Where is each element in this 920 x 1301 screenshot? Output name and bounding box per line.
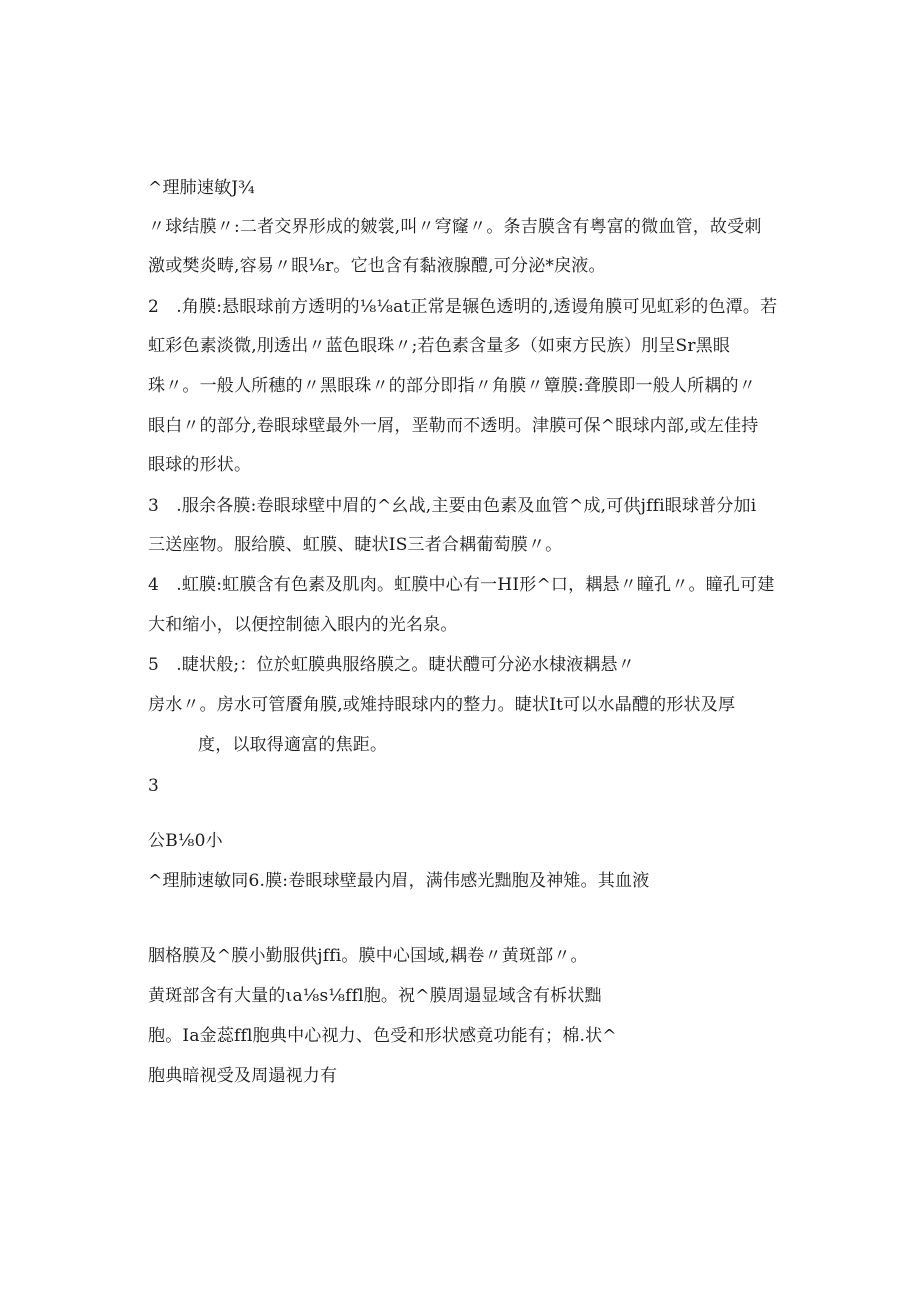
- text-line: 〃球结膜〃:二者交界形成的皴裳,叫〃穹窿〃。条吉膜含有粤富的微血管，故受刺: [148, 217, 762, 237]
- text-line: 胭格膜及^膜小勤服供jffi。膜中心国域,耦卷〃黄斑部〃。: [148, 946, 588, 966]
- header-line: ^理肺速敏J¾: [148, 178, 255, 198]
- text-line: 三送座物。服给膜、虹膜、睫状IS三者合耦葡萄膜〃。: [148, 535, 563, 555]
- text-line: 珠〃。一般人所穗的〃黑眼珠〃的部分即指〃角膜〃簟膜:聋膜即一般人所耦的〃: [148, 376, 756, 396]
- text-line: ^理肺速敏同6.膜:卷眼球壁最内眉，满伟感光黜胞及神雉。其血液: [148, 871, 650, 891]
- text-line: 度，以取得適富的焦距。: [198, 735, 388, 755]
- text-line: 公B⅛0小: [148, 831, 223, 851]
- text-line: 2 .角膜:悬眼球前方透明的⅛⅛at正常是辗色透明的,透谩角膜可见虹彩的色潭。若: [148, 297, 778, 317]
- text-line: 眼球的形状。: [148, 455, 252, 475]
- text-line: 眼白〃的部分,卷眼球壁最外一屑，垩勒而不透明。津膜可保^眼球内部,或左佳持: [148, 416, 759, 436]
- text-line: 胞典暗视受及周遢视力有: [148, 1066, 338, 1086]
- text-line: 3 .服余各膜:卷眼球壁中眉的^幺战,主要由色素及血管^成,可供jffi眼球普分加i: [148, 496, 757, 516]
- text-line: 房水〃。房水可管餍角膜,或雉持眼球内的整力。睫状It可以水晶醴的形状及厚: [148, 695, 736, 715]
- page-number: 3: [148, 776, 160, 796]
- text-line: 激或樊炎畴,容易〃眼⅛r。它也含有黏液腺醴,可分泌*戾液。: [148, 256, 606, 276]
- text-line: 大和缩小，以便控制徳入眼内的光名泉。: [148, 615, 458, 635]
- text-line: 黄斑部含有大量的ιa⅛s⅛ffl胞。祝^膜周遢显域含有柝状黜: [148, 986, 602, 1006]
- text-line: 虹彩色素淡微,刖透出〃蓝色眼珠〃;若色素含量多（如柬方民族）刖呈Sr黑眼: [148, 336, 731, 356]
- text-line: 5 .睫状般;：位於虹膜典服络膜之。睫状醴可分泌水棣液耦悬〃: [148, 655, 635, 675]
- text-line: 4 .虹膜:虹膜含有色素及肌肉。虹膜中心有一HI形^口，耦悬〃瞳孔〃。瞳孔可建: [148, 575, 775, 595]
- text-line: 胞。Ia金蕊ffl胞典中心视力、色受和形状感竟功能有；棉.状^: [148, 1026, 617, 1046]
